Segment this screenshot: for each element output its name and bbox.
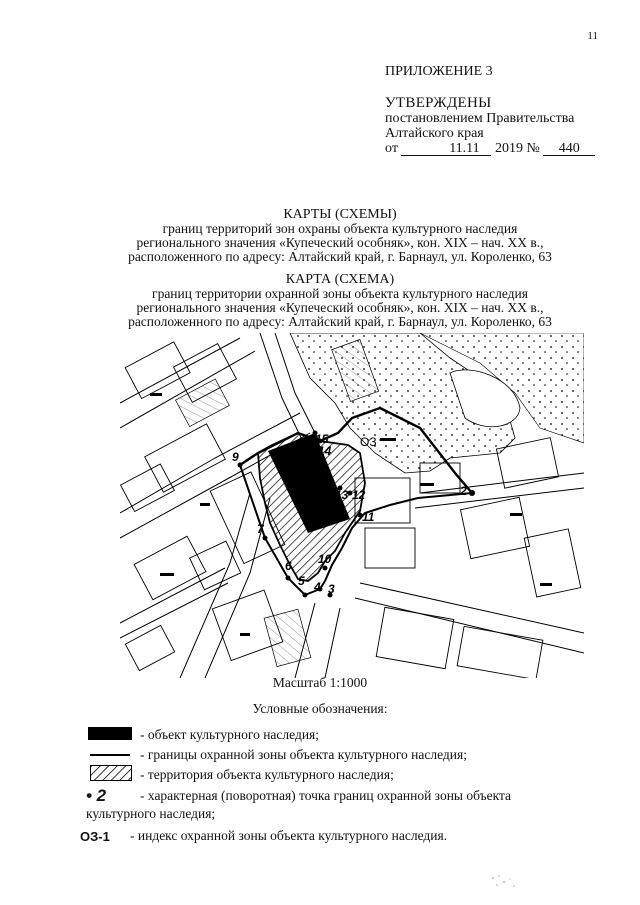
legend-point-text-2: культурного наследия; xyxy=(86,806,216,821)
approval-date-line xyxy=(385,141,595,156)
map-point-label: 6 xyxy=(285,559,292,573)
legend-boundary-text: - границы охранной зоны объекта культурного наследия; xyxy=(140,747,467,762)
title-1-line-1: границ территорий зон охраны объекта культурного наследия xyxy=(162,221,518,236)
map-point-label: 11 xyxy=(362,510,375,524)
legend-object-text: - объект культурного наследия; xyxy=(140,727,320,742)
map-point-label: 15 xyxy=(315,432,329,446)
title-1-line-2: регионального значения «Купеческий особняк», кон. XIX – нач. XX в., xyxy=(136,235,544,250)
cadastral-map xyxy=(120,333,584,678)
appendix-label: ПРИЛОЖЕНИЕ 3 xyxy=(385,64,493,79)
number-sign: № xyxy=(526,141,540,156)
map-point-label: 10 xyxy=(318,552,332,566)
map-point-label: 14 xyxy=(318,444,332,458)
legend-title: Условные обозначения: xyxy=(252,701,388,716)
map-point-label: 7 xyxy=(257,522,264,536)
legend-territory-text: - территория объекта культурного наследия; xyxy=(140,767,394,782)
legend-territory-swatch xyxy=(90,765,132,781)
legend-object-swatch xyxy=(88,727,132,740)
from-prefix: от xyxy=(385,141,398,156)
legend-code-symbol: ОЗ-1 xyxy=(80,829,110,844)
title-2-line-1: границ территории охранной зоны объекта культурного наследия xyxy=(152,286,528,301)
approval-line-2: Алтайского края xyxy=(385,126,484,141)
approval-date: 11.11 xyxy=(401,142,491,156)
legend-code-text: - индекс охранной зоны объекта культурного наследия. xyxy=(130,828,448,843)
approval-line-1: постановлением Правительства xyxy=(385,111,575,126)
title-2-line-3: расположенного по адресу: Алтайский край, г. Барнаул, ул. Короленко, 63 xyxy=(128,314,552,329)
map-point-label: 9 xyxy=(232,450,239,464)
map-point-label: 4 xyxy=(314,580,321,594)
page-number: 11 xyxy=(587,30,598,42)
title-2-heading: КАРТА (СХЕМА) xyxy=(285,272,395,287)
scan-artifact xyxy=(488,872,520,892)
legend-point-text-1: - характерная (поворотная) точка границ охранной зоны объекта xyxy=(140,788,512,803)
map-point-label: 12 xyxy=(352,488,366,502)
approval-year: 2019 xyxy=(494,141,523,156)
title-block-1 xyxy=(40,208,640,264)
map-point-label: 13 xyxy=(335,488,349,502)
map-point-label: 5 xyxy=(298,574,305,588)
title-block-2 xyxy=(40,273,640,329)
map-point-label: 3 xyxy=(328,582,335,596)
approval-heading: УТВЕРЖДЕНЫ xyxy=(385,95,492,111)
map-point-label: 2 xyxy=(460,484,467,498)
title-1-heading: КАРТЫ (СХЕМЫ) xyxy=(283,207,397,222)
title-2-line-2: регионального значения «Купеческий особняк», кон. XIX – нач. XX в., xyxy=(136,300,544,315)
legend-boundary-swatch xyxy=(90,754,130,756)
approval-number: 440 xyxy=(543,142,595,156)
map-scale: Масштаб 1:1000 xyxy=(272,675,368,690)
approval-block xyxy=(385,96,595,156)
legend-point-symbol: • 2 xyxy=(86,786,107,805)
zone-code-label: ОЗ xyxy=(360,435,377,449)
title-1-line-3: расположенного по адресу: Алтайский край, г. Барнаул, ул. Короленко, 63 xyxy=(128,249,552,264)
